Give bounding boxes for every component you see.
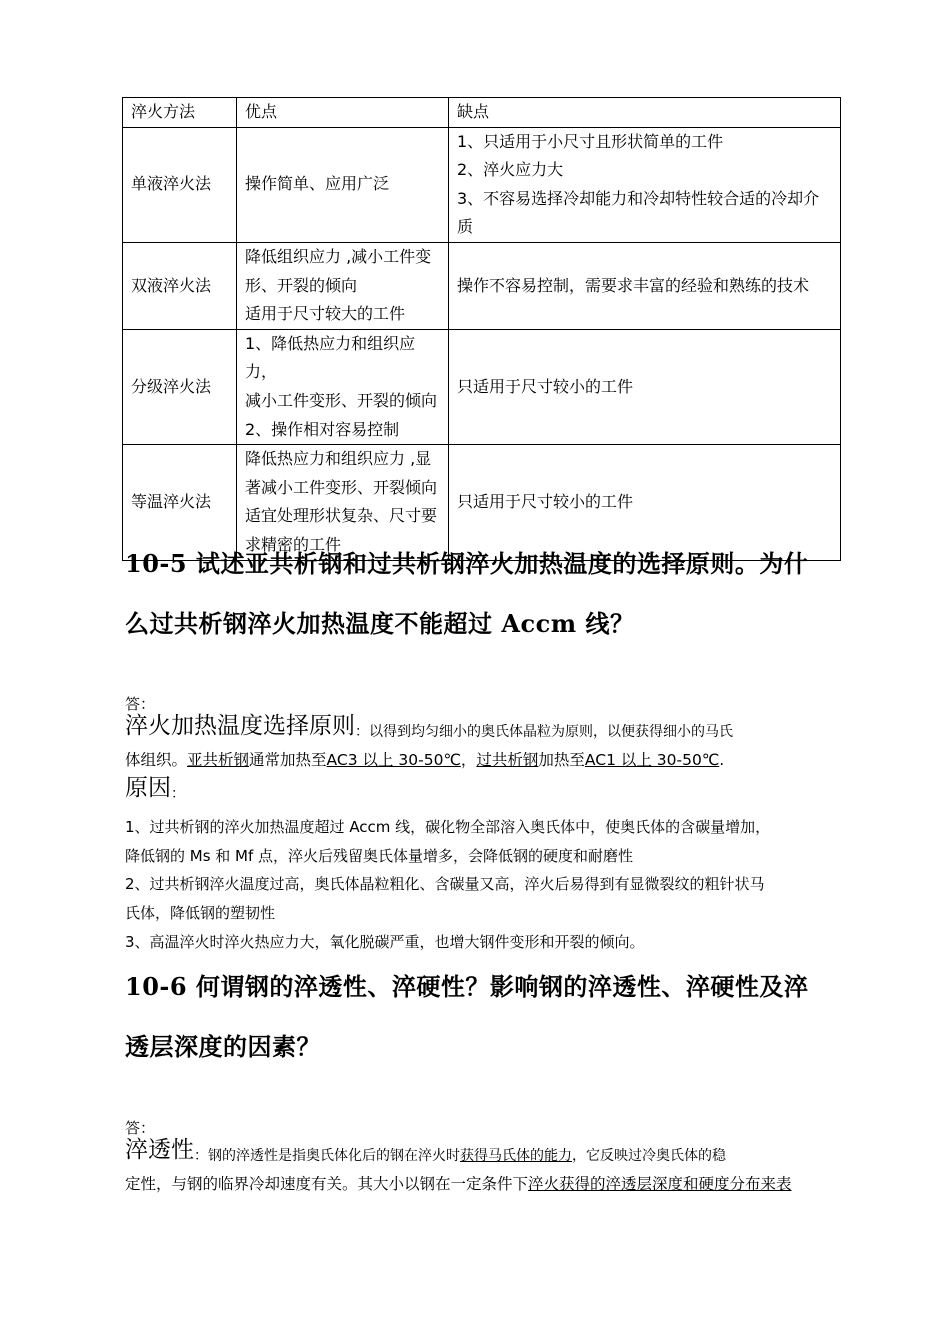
method-cell: 等温淬火法 [123, 445, 237, 560]
term-hardenability: 淬透性 [125, 1137, 194, 1163]
pros-line: 适用于尺寸较大的工件 [245, 304, 406, 324]
method-cell: 单液淬火法 [123, 127, 237, 242]
table-header-row [123, 98, 841, 128]
cons-line: 只适用于尺寸较小的工件 [457, 376, 634, 396]
heading-line: 10-5 试述亚共析钢和过共析钢淬火加热温度的选择原则。为什 [125, 549, 809, 578]
table-row [123, 242, 841, 329]
temp-ac3: AC3 以上 30-50℃ [326, 751, 461, 769]
cons-cell [449, 329, 841, 444]
text-span: ，它反映过冷奥氏体的稳 [572, 1148, 726, 1164]
principle-title: 淬火加热温度选择原则 [125, 713, 355, 739]
text-span: . [719, 751, 725, 769]
list-item: 降低钢的 Ms 和 Mf 点，淬火后残留奥氏体量增多，会降低钢的硬度和耐磨性 [125, 846, 634, 865]
header-cons: 缺点 [449, 98, 841, 128]
temp-ac1: AC1 以上 30-50℃ [584, 751, 720, 769]
hypereutectoid-steel: 过共析钢 [476, 751, 539, 769]
hardened-depth-underline: 淬火获得的淬透层深度和硬度分布来表 [528, 1175, 792, 1193]
cons-cell [449, 127, 841, 242]
reason-list [125, 813, 847, 957]
pros-line: 著减小工件变形、开裂倾向 [245, 477, 438, 497]
principle-text-2: 体组织。 [125, 751, 188, 769]
list-item: 3、高温淬火时淬火热应力大，氧化脱碳严重，也增大钢件变形和开裂的倾向。 [125, 932, 645, 951]
header-pros: 优点 [237, 98, 449, 128]
text-span: ， [460, 751, 477, 769]
pros-cell [237, 127, 449, 242]
text-span: 加热至 [538, 751, 585, 769]
table-row [123, 329, 841, 444]
list-item: 氏体，降低钢的塑韧性 [125, 904, 276, 923]
reason-title: 原因 [125, 775, 171, 801]
text-span: 定性，与钢的临界冷却速度有关。其大小以钢在一定条件下 [125, 1175, 529, 1193]
cons-cell [449, 242, 841, 329]
question-10-5-heading [125, 534, 845, 654]
principle-line-2 [125, 746, 845, 774]
principle-line-1 [125, 712, 845, 746]
answer-label: 答： [125, 1119, 156, 1137]
answer-label: 答： [125, 695, 156, 713]
pros-line: 操作简单、应用广泛 [245, 174, 390, 194]
principle-paragraph [125, 712, 845, 774]
list-item: 2、过共析钢淬火温度过高，奥氏体晶粒粗化、含碳量又高，淬火后易得到有显微裂纹的粗针状马 [125, 875, 765, 894]
cons-line: 2、淬火应力大 [457, 160, 564, 180]
hardenability-line-2 [125, 1170, 845, 1198]
pros-line: 2、操作相对容易控制 [245, 419, 400, 439]
reason-colon: ： [171, 786, 185, 802]
hypoeutectoid-steel: 亚共析钢 [187, 751, 250, 769]
pros-line: 适宜处理形状复杂、尺寸要 [245, 506, 438, 526]
pros-cell [237, 329, 449, 444]
cons-line: 1、只适用于小尺寸且形状简单的工件 [457, 131, 724, 151]
cons-line: 质 [457, 217, 474, 237]
reason-heading [125, 774, 845, 808]
martensite-ability: 获得马氏体的能力 [460, 1148, 572, 1164]
hardenability-paragraph [125, 1136, 845, 1198]
hardenability-line-1 [125, 1136, 845, 1170]
text-span: 通常加热至 [249, 751, 327, 769]
pros-line: 形、开裂的倾向 [245, 275, 358, 295]
heading-line: 透层深度的因素？ [125, 1032, 321, 1061]
question-10-6-heading [125, 957, 845, 1077]
table-row [123, 127, 841, 242]
heading-line: 10-6 何谓钢的淬透性、淬硬性？影响钢的淬透性、淬硬性及淬 [125, 972, 809, 1001]
list-item: 1、过共析钢的淬火加热温度超过 Accm 线，碳化物全部溶入奥氏体中，使奥氏体的含碳量增加， [125, 818, 771, 836]
pros-line: 求精密的工件 [245, 534, 342, 554]
text-span: ：钢的淬透性是指奥氏体化后的钢在淬火时 [194, 1148, 460, 1164]
pros-line: 减小工件变形、开裂的倾向 [245, 390, 438, 410]
header-method: 淬火方法 [123, 98, 237, 128]
pros-line: 1、降低热应力和组织应力， [245, 333, 416, 382]
method-cell: 分级淬火法 [123, 329, 237, 444]
cons-line: 只适用于尺寸较小的工件 [457, 492, 634, 512]
principle-text: ：以得到均匀细小的奥氏体晶粒为原则，以便获得细小的马氏 [355, 724, 733, 740]
method-cell: 双液淬火法 [123, 242, 237, 329]
pros-line: 降低热应力和组织应力 ,显 [245, 449, 432, 469]
cons-line: 操作不容易控制，需要求丰富的经验和熟练的技术 [457, 275, 810, 295]
quenching-methods-table [122, 97, 841, 561]
pros-cell [237, 242, 449, 329]
pros-line: 降低组织应力 ,减小工件变 [245, 246, 432, 266]
cons-line: 3、不容易选择冷却能力和冷却特性较合适的冷却介 [457, 188, 820, 208]
heading-line: 么过共析钢淬火加热温度不能超过 Accm 线？ [125, 609, 635, 638]
